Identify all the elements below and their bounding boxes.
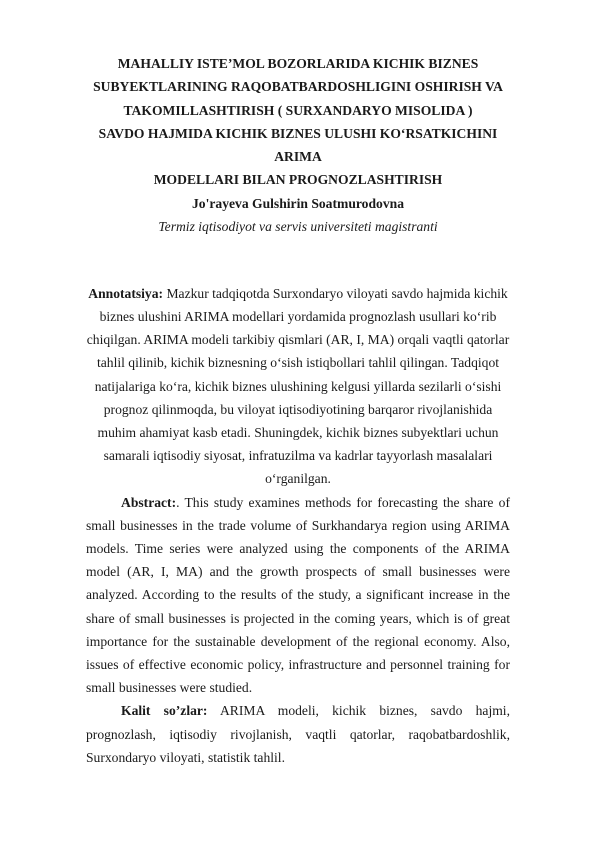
keywords-text: ARIMA modeli, kichik biznes, savdo hajmi, prognozlash, iqtisodiy rivojlanish, vaqtli qatorlar, raqobatbardoshlik, Surxondaryo viloyati, statistik tahlil. xyxy=(86,703,510,765)
paper-page xyxy=(86,52,510,769)
title-line-1: MAHALLIY ISTE’MOL BOZORLARIDA KICHIK BIZNES xyxy=(117,56,479,71)
abstract-label: Abstract: xyxy=(121,494,177,510)
abstract-text: . This study examines methods for forecasting the share of small businesses in the trade volume of Surkhandarya region using ARIMA models. Time series were analyzed using the components of the ARIMA model (AR, I, MA) and the growth prospects of small businesses were analyzed. According to the results of the study, a significant increase in the share of small businesses is projected in the coming years, which is of great importance for the sustainable development of the regional economy. Also, issues of effective economic policy, infrastructure and personnel training for small businesses were studied. xyxy=(86,494,510,696)
author-affiliation: Termiz iqtisodiyot va servis universiteti magistranti xyxy=(158,218,438,234)
author-name: Jo'rayeva Gulshirin Soatmurodovna xyxy=(192,195,404,211)
annotation-text: Mazkur tadqiqotda Surxondaryo viloyati savdo hajmida kichik biznes ulushini ARIMA modellari yordamida prognozlash usullari ko‘rib chiqilgan. ARIMA modeli tarkibiy qismlari (AR, I, MA) orqali vaqtli qatorlar tahlil qilinib, kichik biznesning o‘sish istiqbollari tahlil qilingan. Tadqiqot natijalariga ko‘ra, kichik biznes ulushining kelgusi yillarda sezilarli o‘sishi prognoz qilinmoqda, bu viloyat iqtisodiyotining barqaror rivojlanishida muhim ahamiyat kasb etadi. Shuningdek, kichik biznes subyektlari uchun samarali iqtisodiy siyosat, infratuzilma va kadrlar tayyorlash masalalari o‘rganilgan. xyxy=(86,285,510,487)
paper-title xyxy=(86,52,510,192)
keywords-paragraph xyxy=(86,699,510,769)
annotation-paragraph xyxy=(86,282,510,491)
title-line-3: TAKOMILLASHTIRISH ( SURXANDARYO MISOLIDA ) xyxy=(123,102,473,118)
keywords-label: Kalit so’zlar: xyxy=(121,703,208,719)
annotation-label: Annotatsiya: xyxy=(88,285,164,301)
abstract-paragraph xyxy=(86,491,510,700)
title-line-4: SAVDO HAJMIDA KICHIK BIZNES ULUSHI KO‘RSATKICHINI ARIMA xyxy=(98,125,498,165)
title-line-2: SUBYEKTLARINING RAQOBATBARDOSHLIGINI OSHIRISH VA xyxy=(93,79,503,95)
title-line-5: MODELLARI BILAN PROGNOZLASHTIRISH xyxy=(153,172,443,188)
